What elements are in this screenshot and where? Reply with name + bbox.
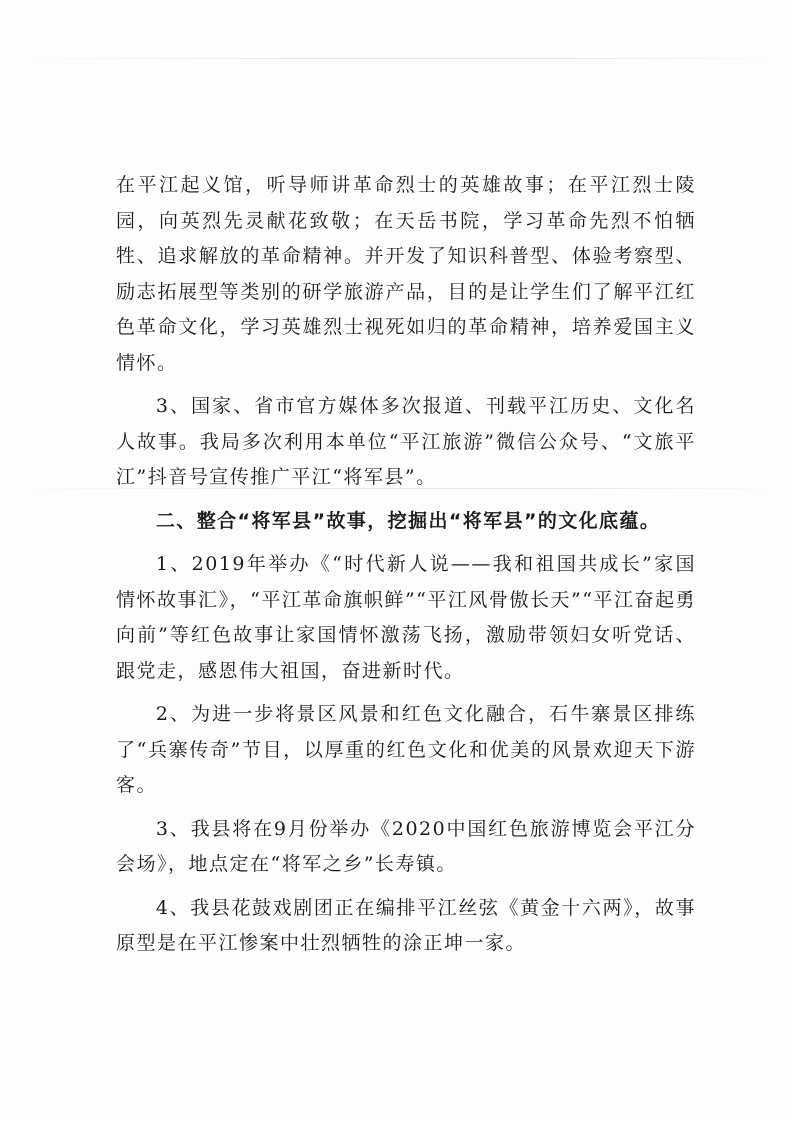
paragraph-item-4: 4、我县花鼓戏剧团正在编排平江丝弦《黄金十六两》，故事原型是在平江惨案中壮烈牺牲的涂正坤一家。 [116,896,696,954]
scan-artifact-line [0,58,793,59]
paragraph-media-coverage: 3、国家、省市官方媒体多次报道、刊载平江历史、文化名人故事。我局多次利用本单位“平江旅游”微信公众号、“文旅平江”抖音号宣传推广平江“将军县”。 [116,395,696,488]
paragraph-item-2: 2、为进一步将景区风景和红色文化融合，石牛寨景区排练了“兵寨传奇”节目，以厚重的红色文化和优美的风景欢迎天下游客。 [116,703,696,796]
paragraph-intro-continued: 在平江起义馆，听导师讲革命烈士的英雄故事；在平江烈士陵园，向英烈先灵献花致敬；在天岳书院，学习革命先烈不怕牺牲、追求解放的革命精神。并开发了知识科普型、体验考察型、励志拓展型等类别的研学旅游产品，目的是让学生们了解平江红色革命文化，学习英雄烈士视死如归的革命精神，培养爱国主义情怀。 [116,174,696,374]
paragraph-item-3: 3、我县将在9月份举办《2020中国红色旅游博览会平江分会场》，地点定在“将军之乡”长寿镇。 [116,817,696,875]
paragraph-item-1: 1、2019年举办《“时代新人说——我和祖国共成长”家国情怀故事汇》，“平江革命旗帜鲜”“平江风骨傲长天”“平江奋起勇向前”等红色故事让家国情怀激荡飞扬，激励带领妇女听党话、跟党走，感恩伟大祖国，奋进新时代。 [116,553,696,682]
document-body [116,168,696,962]
section-heading-2: 二、整合“将军县”故事，挖掘出“将军县”的文化底蕴。 [155,509,661,532]
